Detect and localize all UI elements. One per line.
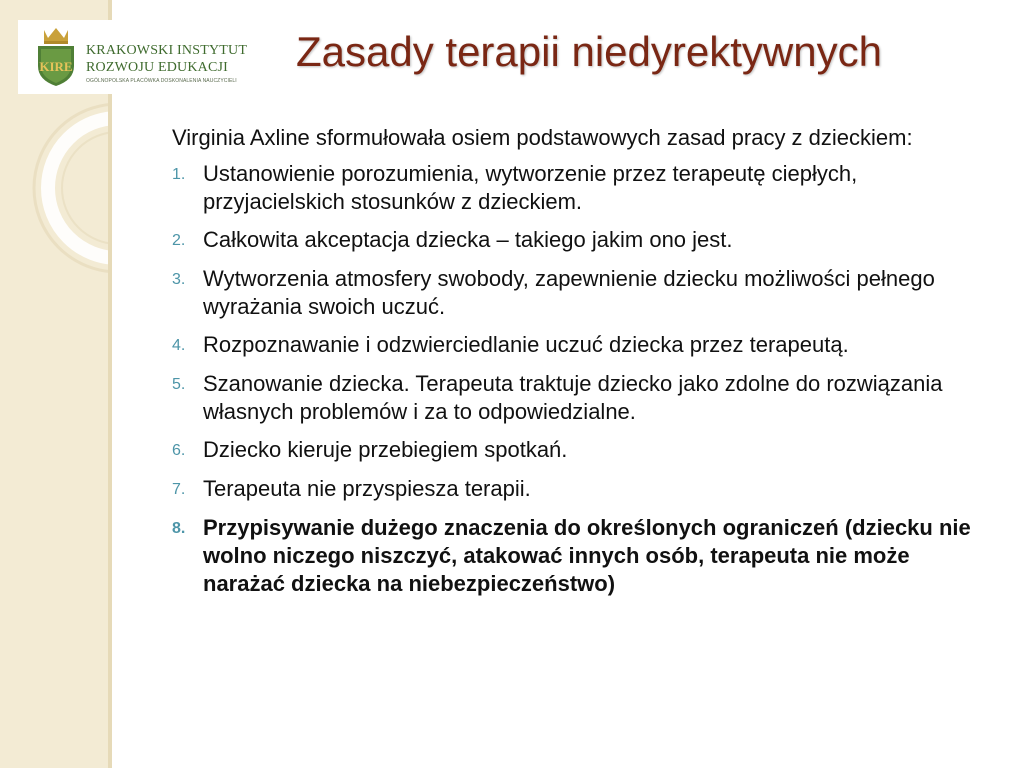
principle-text: Wytworzenia atmosfery swobody, zapewnienie dziecku możliwości pełnego wyrażania swoich uczuć. [203, 266, 935, 319]
principle-text: Terapeuta nie przyspiesza terapii. [203, 476, 531, 501]
principle-text: Ustanowienie porozumienia, wytworzenie przez terapeutę ciepłych, przyjacielskich stosunków z dzieckiem. [203, 161, 858, 214]
principle-text: Rozpoznawanie i odzwierciedlanie uczuć dziecka przez terapeutą. [203, 332, 849, 357]
principle-item [172, 436, 972, 465]
principle-text: Szanowanie dziecka. Terapeuta traktuje dziecko jako zdolne do rozwiązania własnych problemów i za to odpowiedzialne. [203, 371, 943, 424]
slide-content [172, 124, 972, 608]
crest-letters: KIRE [39, 59, 73, 74]
left-band-edge [108, 0, 112, 768]
principle-number: 2. [172, 232, 186, 249]
principle-item [172, 265, 972, 321]
principle-number: 5. [172, 376, 186, 393]
decorative-left-band [0, 0, 112, 768]
principle-item [172, 475, 972, 504]
institute-name-line-2: ROZWOJU EDUKACJI [86, 60, 229, 75]
principle-text: Dziecko kieruje przebiegiem spotkań. [203, 437, 568, 462]
institute-tagline: OGÓLNOPOLSKA PLACÓWKA DOSKONALENIA NAUCZYCIELI [86, 78, 237, 84]
decorative-circles [0, 0, 112, 768]
principles-list [172, 160, 972, 598]
principle-number: 3. [172, 271, 186, 288]
intro-paragraph: Virginia Axline sformułowała osiem podstawowych zasad pracy z dzieckiem: [172, 125, 913, 150]
principle-number: 8. [172, 520, 186, 537]
institute-name [86, 42, 247, 76]
principle-item [172, 331, 972, 360]
principle-text: Całkowita akceptacja dziecka – takiego jakim ono jest. [203, 227, 733, 252]
principle-number: 7. [172, 481, 186, 498]
crown-crest-icon [34, 26, 78, 88]
principle-item [172, 370, 972, 426]
principle-text: Przypisywanie dużego znaczenia do określonych ograniczeń (dziecku nie wolno niczego niszczyć, atakować innych osób, terapeuta nie może narażać dziecka na niebezpieczeństwo) [203, 515, 971, 596]
slide-title: Zasady terapii niedyrektywnych [296, 28, 882, 75]
institute-logo [18, 20, 262, 94]
principle-item [172, 226, 972, 255]
principle-number: 1. [172, 166, 186, 183]
principle-number: 6. [172, 442, 186, 459]
principle-number: 4. [172, 337, 186, 354]
principle-item-emphasized [172, 514, 972, 598]
institute-name-line-1: KRAKOWSKI INSTYTUT [86, 43, 248, 58]
principle-item [172, 160, 972, 216]
